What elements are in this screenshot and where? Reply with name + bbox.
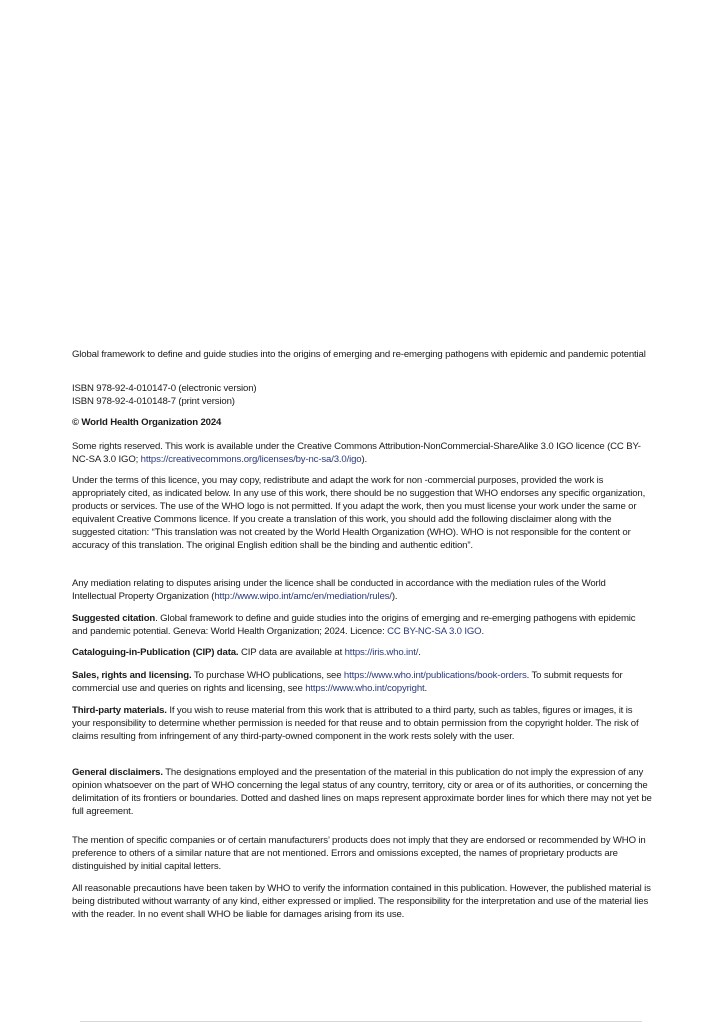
text-run: All reasonable precautions have been taken by WHO to verify the information contained in this publication. However, the published material is being distributed without warranty of any kind, either expressed or implied. The responsibility for the interpretation and use of the material lies with the reader. In no event shall WHO be liable for damages arising from its use. <box>72 883 651 920</box>
text-run: ISBN 978-92-4-010148-7 (print version) <box>72 396 235 407</box>
text-run: Global framework to define and guide studies into the origins of emerging and re-emerging pathogens with epidemic and pandemic potential <box>72 349 646 360</box>
bold-lead: Third-party materials. <box>72 705 167 716</box>
text-run: . <box>418 647 421 658</box>
link[interactable]: https://iris.who.int/ <box>344 647 419 658</box>
footer-divider <box>80 1021 642 1022</box>
paragraph-isbn <box>72 382 652 408</box>
paragraph-sales <box>72 669 652 695</box>
link[interactable]: CC BY-NC-SA 3.0 IGO <box>387 626 482 637</box>
text-run: Some rights reserved. This work is available under the Creative Commons Attribution-NonCommercial-ShareAlike 3.0 IGO licence (CC BY-NC-SA 3.0 IGO; <box>72 441 641 465</box>
bold-lead: Cataloguing-in-Publication (CIP) data. <box>72 647 239 658</box>
bold-lead: General disclaimers. <box>72 767 163 778</box>
text-run: The designations employed and the presentation of the material in this publication do not imply the expression of any opinion whatsoever on the part of WHO concerning the legal status of any country, territory, city or area or of its authorities, or concerning the delimitation of its frontiers or boundaries. Dotted and dashed lines on maps represent approximate border lines for which there may not yet be full agreement. <box>72 767 652 817</box>
text-run: ISBN 978-92-4-010147-0 (electronic version) <box>72 383 257 394</box>
text-run: The mention of specific companies or of certain manufacturers’ products does not imply that they are endorsed or recommended by WHO in preference to others of a similar nature that are not mentioned. Errors and omissions excepted, the names of proprietary products are distinguished by initial capital letters. <box>72 835 646 872</box>
paragraph-copyright <box>72 416 652 429</box>
paragraph-citation <box>72 612 652 638</box>
bold-lead: Sales, rights and licensing. <box>72 670 192 681</box>
text-run: . Global framework to define and guide studies into the origins of emerging and re-emerging pathogens with epidemic and pandemic potential. Geneva: World Health Organization; 2024. Licence: <box>72 613 636 637</box>
text-run: To purchase WHO publications, see <box>191 670 344 681</box>
text-run: . To submit requests for commercial use and queries on rights and licensing, see <box>72 670 623 694</box>
text-run: . <box>481 626 485 637</box>
text-run: Any mediation relating to disputes arising under the licence shall be conducted in accordance with the mediation rules of the World Intellectual Property Organization ( <box>72 578 606 602</box>
paragraph-terms <box>72 474 652 552</box>
paragraph-mediation <box>72 577 652 603</box>
link[interactable]: https://www.who.int/copyright <box>305 683 425 694</box>
text-run: . <box>424 683 428 694</box>
text-run: ). <box>361 454 368 465</box>
text-run: ). <box>391 591 398 602</box>
text-run: CIP data are available at <box>238 647 345 658</box>
link[interactable]: http://www.wipo.int/amc/en/mediation/rules/ <box>214 591 392 602</box>
paragraph-rights <box>72 440 652 466</box>
paragraph-disclaimers <box>72 766 652 818</box>
paragraph-cip <box>72 646 652 659</box>
paragraph-third-party <box>72 704 652 743</box>
bold-lead: © World Health Organization 2024 <box>72 417 222 428</box>
link[interactable]: https://www.who.int/publications/book-orders <box>343 670 527 681</box>
paragraph-title <box>72 348 652 361</box>
text-run: Under the terms of this licence, you may copy, redistribute and adapt the work for non -commercial purposes, provided the work is appropriately cited, as indicated below. In any use of this work, there should be no suggestion that WHO endorses any specific organization, products or services. The use of the WHO logo is not permitted. If you adapt the work, then you must license your work under the same or equivalent Creative Commons licence. If you create a translation of this work, you should add the following disclaimer along with the suggested citation: “This translation was not created by the World Health Organization (WHO). WHO is not responsible for the content or accuracy of this translation. The original English edition shall be the binding and authentic edition”. <box>72 475 646 551</box>
link[interactable]: https://creativecommons.org/licenses/by-nc-sa/3.0/igo <box>140 454 362 465</box>
text-run: If you wish to reuse material from this work that is attributed to a third party, such as tables, figures or images, it is your responsibility to determine whether permission is needed for that reuse and to obtain permission from the copyright holder. The risk of claims resulting from infringement of any third-party-owned component in the work rests solely with the user. <box>72 705 639 742</box>
bold-lead: Suggested citation <box>72 613 156 624</box>
paragraph-precautions <box>72 882 652 921</box>
paragraph-mention <box>72 834 652 873</box>
